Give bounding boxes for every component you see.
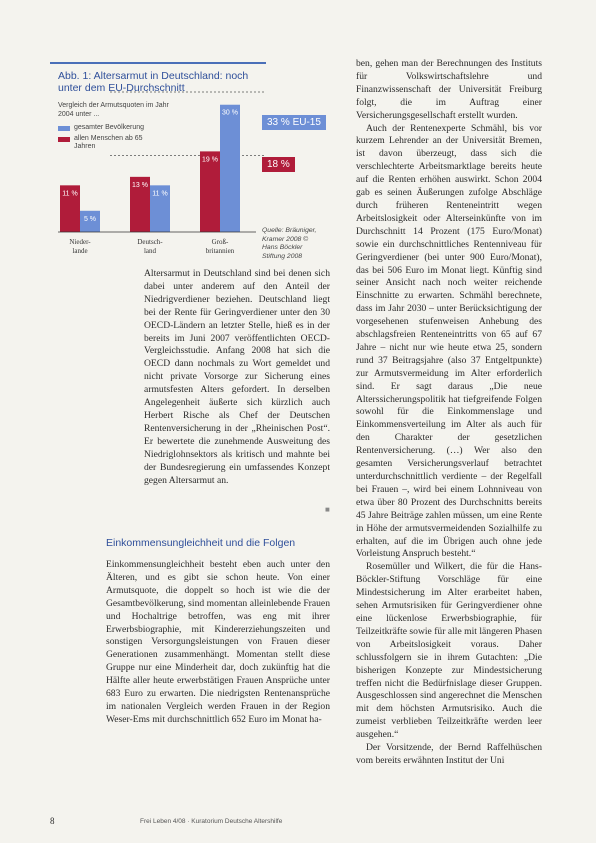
bar-value-label: 13 %	[132, 181, 148, 189]
chart-title: Abb. 1: Altersarmut in Deutschland: noch unter dem EU-Durchschnitt	[58, 70, 249, 94]
category-label: Groß-britannien	[205, 238, 235, 255]
bar-chart	[50, 64, 266, 268]
callout-eu15-total: 33 % EU-15	[262, 115, 326, 130]
category-label: Deutsch-land	[137, 238, 163, 255]
article-column-left-bottom	[106, 559, 330, 727]
paragraph: Rosemüller und Wilkert, die für die Hans-Böckler-Stiftung Vorschläge für eine Mindestsicherung im Alter erarbeitet haben, sehen Armutsrisiken für Geringverdiener ohne eine lückenlose Erwerbsbiographie, für Teilzeitkräfte sowie für alle mit längeren Phasen von Arbeitslosigkeit voraus. Daher schlussfolgern sie in ihrem Gutachten: „Die bisherigen Konzepte zur Mindestsicherung treffen nicht die Bedürfnislage dieser Gruppen. Ausgeschlossen sind angerechnet die Menschen mit dem höchsten Armutsrisiko. Auch die zumeist verblieben Teilzeitkräfte werden leer ausgehen.“	[356, 561, 542, 741]
article-column-left-top	[144, 268, 330, 487]
legend-label-elderly: allen Menschen ab 65 Jahren	[74, 134, 143, 150]
end-mark: ■	[325, 505, 330, 514]
paragraph: Einkommensungleichheit besteht eben auch unter den Älteren, und es gibt sie schon heute. Von einer Armutsquote, die doppelt so hoch ist wie die der Gesamtbevölkerung, sind momentan alleinlebende Frauen und Hochaltrige betroffen, was eng mit ihrer Erwerbsbiographie, mit Kindererziehungszeiten und sonstigen Versorgungsleistungen von Frauen dieser Generationen zusammenhängt. Momentan stellt diese Gruppe nur eine Minderheit dar, doch zukünftig hat die Hälfte aller heute erwerbstätigen Frauen Ansprüche unter 683 Euro zu erwarten. Die niedrigsten Rentenansprüche im nationalen Vergleich werden Frauen in der Region Weser-Ems mit durchschnittlich 652 Euro im Monat ha-	[106, 559, 330, 725]
chart-subtitle: Vergleich der Armutsquoten im Jahr 2004 unter ...	[58, 102, 169, 118]
footer-text: Frei Leben 4/08 · Kuratorium Deutsche Altershilfe	[140, 818, 283, 825]
bar-value-label: 30 %	[222, 109, 238, 117]
paragraph: Altersarmut in Deutschland sind bei denen sich dabei unter anderem auf den Anteil der Niedrigverdiener beziehen. Deutschland liegt bei der Rente für Geringverdiener unter den 30 OECD-Ländern an letzter Stelle, hieß es in der bereits im Juni 2007 veröffentlichten OECD-Vergleichsstudie. Anfang 2008 hat sich die OECD dann nochmals zu Wort gemeldet und nicht private Vorsorge zur Sicherung eines armutsfesten Alters gefordert. In derselben Angelegenheit äußerte sich kürzlich auch Herbert Rische als Chef der Deutschen Rentenversicherung in der „Rheinischen Post“. Er bewertete die zunehmende Ausweitung des Niedriglohnsektors als kritisch und mahnte bei der Bundesregierung ein umfassendes Konzept gegen Altersarmut an.	[144, 268, 330, 486]
page-number: 8	[50, 816, 55, 826]
bar-value-label: 19 %	[202, 156, 218, 164]
bar-value-label: 5 %	[83, 215, 97, 223]
chart-source: Quelle: Bräuniger, Kramer 2008 © Hans Böckler Stiftung 2008	[262, 227, 317, 260]
bar-total-2	[220, 105, 240, 232]
legend-label-total: gesamter Bevölkerung	[74, 124, 145, 131]
paragraph: Der Vorsitzende, der Bernd Raffelhüschen vom bereits erwähnten Institut der Uni	[356, 742, 542, 766]
bar-value-label: 11 %	[152, 190, 168, 198]
bar-value-label: 11 %	[62, 190, 78, 198]
paragraph: ben, gehen man der Berechnungen des Instituts für Volkswirtschaftslehre und Finanzwissenschaft der Universität Freiburg folgt, die im Auftrag einer Versicherungsgesellschaft erstellt wurden.	[356, 58, 542, 121]
paragraph: Auch der Rentenexperte Schmähl, bis vor kurzem Lehrender an der Universität Bremen, ist davon überzeugt, dass sich die verschlechterte Arbeitsmarktlage bereits heute auf die Renten erhöhen auswirkt. Schon 2004 gab es seinen Äußerungen zufolge Abschläge durch früheren Renteneintritt wegen Arbeitslosigkeit oder Alterseinkünfte von im Durchschnitt 14 Prozent (175 Euro/Monat) sowie ein durchschnittliches Rentenniveau für Geringverdiener (bei unter 900 Euro/Monat), das bei 506 Euro im Monat liegt. Künftig sind seiner Ansicht nach noch weiter reichende Einschnitte zu erwarten. Schmähl berechnete, dass im Jahr 2030 – unter Berücksichtigung der vorgesehenen stufenweisen Anhebung des abschlagsfreien Renteneintritts von 65 auf 67 Jahre – nicht nur wie heute etwa 25, sondern rund 37 Beitragsjahre (also 37 Entgeltpunkte) zur Armutsvermeidung im Alter erforderlich sind. Er sagt daraus „Die neue Alterssicherungspolitik hat tiefgreifende Folgen sowohl für die Einkommenslage und Einkommensverteilung im Alter als auch für den Charakter der gesetzlichen Rentenversicherung. (…) Wer also den gesamten Versicherungsverlauf betrachtet unterdurchschnittlich verdiente – der Regelfall bei Frauen –, wird bei einem Lohnniveau von etwa über 80 Prozent des Durchschnitts bereits 45 Jahre Beiträge zahlen müssen, um eine Rente in Höhe der armutsvermeidenden Sozialhilfe zu erhalten, auf die im Übrigen auch ohne jede Vorleistung Anspruch besteht.“	[356, 122, 542, 560]
chart-figure	[50, 62, 266, 268]
article-column-right	[356, 58, 542, 768]
bar-elderly-2	[200, 151, 220, 232]
section-heading: Einkommensungleichheit und die Folgen	[106, 537, 296, 549]
callout-eu15-elderly: 18 %	[262, 157, 295, 172]
category-label: Nieder-lande	[69, 238, 91, 255]
